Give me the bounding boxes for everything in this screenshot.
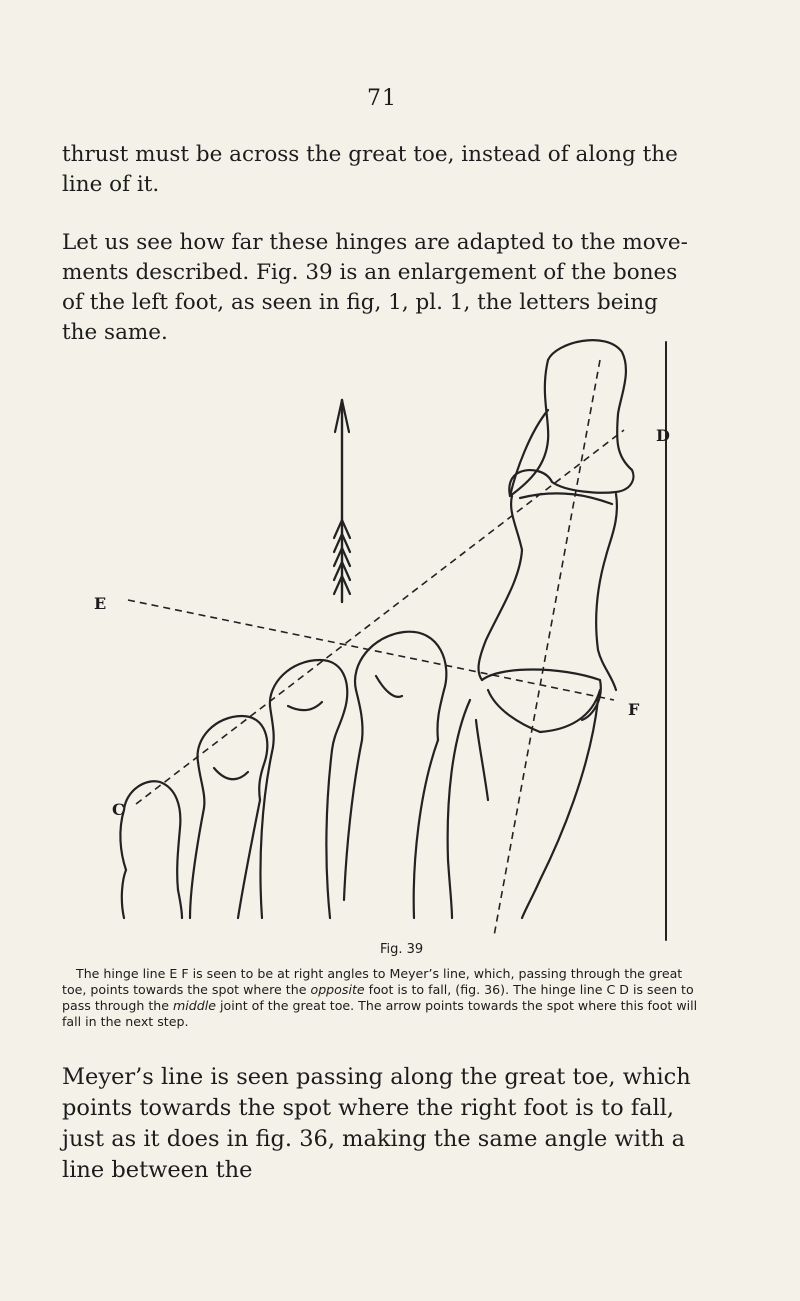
caption-text-2: foot is to fall, (fig. 36). The hinge line C D is seen to pass through the <box>62 982 694 1013</box>
letter-d: D <box>656 426 670 445</box>
letter-f: F <box>628 700 640 719</box>
fourth-toe-bones <box>190 716 267 918</box>
caption-text-1: The hinge line E F is seen to be at right angles to Meyer’s line, which, passing through the great toe, points towards the spot where the <box>62 966 683 997</box>
body-paragraph-3: Meyer’s line is seen passing along the great toe, which points towards the spot where the right foot is to fall, just as it does in fig. 36, making the same angle with a line between the <box>62 1064 691 1183</box>
body-paragraph-1: thrust must be across the great toe, instead of along the line of it. <box>62 142 678 197</box>
figure-caption <box>62 966 698 1030</box>
fifth-toe-bones <box>120 781 182 918</box>
direction-arrow <box>334 400 350 602</box>
hinge-line-e-f <box>128 600 614 700</box>
caption-text-3: joint of the great toe. The arrow points towards the spot where this foot will fall in the next step. <box>62 998 698 1029</box>
body-paragraph-2: Let us see how far these hinges are adapted to the movements described. Fig. 39 is an enlargement of the bones of the left foot, as seen in fig, 1, pl. 1, the letters being the same. <box>62 230 688 345</box>
letter-c: C <box>112 800 125 819</box>
great-toe-bones <box>448 340 634 918</box>
caption-emphasis-opposite: opposite <box>310 982 365 997</box>
meyers-line <box>494 360 600 936</box>
second-toe-bones <box>344 632 446 918</box>
hinge-line-c-d <box>136 430 624 804</box>
page-number: 71 <box>367 86 397 111</box>
figure-label: Fig. 39 <box>380 942 424 957</box>
letter-e: E <box>94 594 107 613</box>
third-toe-bones <box>260 660 347 918</box>
caption-emphasis-middle: middle <box>173 998 217 1013</box>
